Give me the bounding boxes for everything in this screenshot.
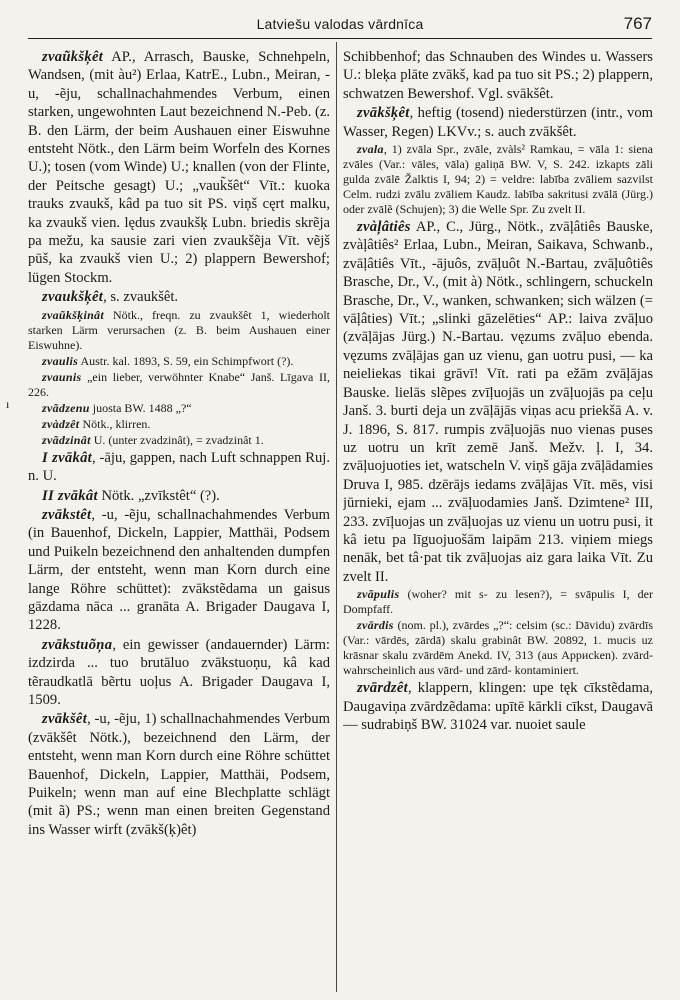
- entry-definition: Nötk., freqn. zu zvaukšêt 1, wiederholt starken Lärm verursachen (z. B. beim Aushauen einer Eiswuhne).: [28, 307, 330, 352]
- entry-headword: zvala: [357, 142, 384, 157]
- left-column: [28, 48, 330, 992]
- entry-definition: , heftig (tosend) niederstürzen (intr., vom Wasser, Regen) LKVv.; s. auch zvākšêt.: [343, 105, 653, 140]
- dictionary-entry: [28, 308, 330, 353]
- entry-definition: AP., C., Jürg., Nötk., zvāļâtiês Bauske, zvàļâtiês² Erlaa, Lubn., Meiran, Saikava, Schwanb., zvāļâtiês Vīt., -ājuôs, zvāļuôt N.-Bartau, zvāļuôtiês Brasche, Dr., V., (mit à) Nötk., schlingern, schuckeln Brasche, Dr., V., wanken, schwanken; sich wälzen (= vāļâties) Vīt.; „slinki gāzelēties“ AP.: laiva zvāļuo (zvāļājas Jürg.) N.-Bartau. vęzums zvāļuo ebenda. vęzums zvāļājas gan uz vienu, gan uotru pusi, — ka neieliekas tikai grāvī! Vīt. rati pa ežām zvāļājas Bauske. lielās slẽpes zvīļuojās un zvāļuojās pa ceļu Janš. 3. burti deja un zvāļājās viņas acu priekšā A. v. J. 1896, S. 817. rumpis zvāļuojās nuo vienas puses uz uotru un krīt zemē Janš. Mežv. ļ. I, 34. zvāļuojuoties iet, watscheln V. viņš gāja zvāļādamies Druva I, 985. dzērājs iedams zvāļājas Vīt. mēs, visi jūrnieki, ejam ... zvāļuodamies Janš. Dzimtene² III, 233. zvīļuojas un zvāļuojas uz vienu un uotru pusi, it kâ ietu pa līguojuošām laipām 213. viņiem miegs nenāk, bet tâ·pat tik zvāļuojas aiz gara laika Vīt. Zu zvelt II.: [343, 219, 653, 585]
- dictionary-entry: [28, 370, 330, 400]
- running-title: Latviešu valodas vārdnīca: [256, 16, 424, 32]
- entry-definition: (woher? mit s- zu lesen?), = svāpulis I, der Dompfaff.: [343, 587, 653, 617]
- entry-definition: U. (unter zvadzinât), = zvadzinât 1.: [90, 432, 264, 447]
- entry-definition: , -u, -ẽju, 1) schallnachahmendes Verbum (zvākšêt Nötk.), bezeichnend den Lärm, der entsteht, wenn man Korn durch eine Röhre schüttet Bauenhof, Dickeln, Lappier, Matthäi, Podsem, Puikeln; wenn man auf eine Blechplatte schlägt (mit ã) PS.; wenn man einen breiten Gegenstand ins Wasser wirft (zvākš(ķ)êt): [28, 711, 330, 838]
- dictionary-entry: [28, 636, 330, 710]
- dictionary-entry: [28, 401, 330, 416]
- dictionary-entry: [28, 449, 330, 486]
- margin-mark: ı: [6, 397, 10, 411]
- dictionary-entry: [343, 218, 653, 586]
- entry-headword: zvākstêt: [42, 506, 92, 523]
- entry-definition: , ein gewisser (andauernder) Lärm: izdzirda ... tuo brutāluo zvākstuoņu, kâ kad tẽraudkatlā bẽrtu uoļus A. Brigader Daugava I, 1509.: [28, 636, 330, 708]
- page-number: 767: [623, 14, 652, 33]
- entry-headword: zvaulis: [42, 353, 79, 368]
- entry-definition: Austr. kal. 1893, S. 59, ein Schimpfwort (?).: [78, 353, 294, 368]
- entry-headword: zvaũkšķinât: [42, 307, 104, 322]
- dictionary-entry: [343, 104, 653, 141]
- dictionary-entry: [343, 142, 653, 217]
- entry-definition: AP., Arrasch, Bauske, Schnehpeln, Wandsen, (mit àu²) Erlaa, KatrE., Lubn., Meiran, -u, -ẽju, schallnachahmendes Verbum, einen starken, ungewohnten Laut bezeichnend N.-Peb. (z. B. den Lärm, der beim Aushauen einer Eiswuhne entsteht Nötk., den Lärm beim Worfeln des Kornes U.); tosen (vom Winde) U.; knallen (von der Flinte, der Peitsche gesagt) U.; „vauk̃šêt“ Vīt.: kuoka trauks zvaukš, kâd pa tuo sit PS. viņš cęrt malku, ka zvaukš vien. lędus zvaukšķ Lubn. briedis skrẽja pa mežu, ka sausie zari vien zvaukšẽja Vīt. vẽjš pūš, ka zvaukš vien U.; 2) plappern Bewershof; lügen Stockm.: [28, 49, 330, 286]
- dictionary-entry: [28, 48, 330, 287]
- dictionary-entry: [28, 506, 330, 635]
- dictionary-entry: [28, 354, 330, 369]
- right-column: [343, 48, 653, 992]
- entry-definition: , -āju, gappen, nach Luft schnappen Ruj. n. U.: [28, 449, 330, 485]
- entry-headword: zvārdzêt: [357, 680, 409, 697]
- entry-definition: Schibbenhof; das Schnauben des Windes u. Wassers U.: bleķa plāte zvākš, kad pa tuo sit PS.; 2) plappern, schwatzen Bewershof. Vgl. svākšêt.: [343, 49, 653, 102]
- entry-headword: zvārdis: [357, 618, 394, 633]
- entry-definition: juosta BW. 1488 „?“: [89, 400, 192, 415]
- entry-headword: zvãdzenu: [42, 400, 90, 415]
- dictionary-entry: [28, 288, 330, 306]
- entry-definition: , s. zvaukšêt.: [103, 289, 179, 306]
- dictionary-entry: [343, 618, 653, 678]
- dictionary-entry: [343, 587, 653, 617]
- entry-definition: „ein lieber, verwöhnter Knabe“ Janš. Līgava II, 226.: [28, 369, 330, 399]
- entry-definition: (nom. pl.), zvārdes „?“: celsim (sc.: Dāvidu) zvārdīs (Var.: vārdēs, zārdā) skalu grabinât BW. 20892, 1. mucis uz krāsnar skalu zvārdēm Anekd. IV, 313 (aus Apриcken). zvārd- wahrscheinlich aus vārd- und zārd- kontaminiert.: [343, 618, 653, 678]
- entry-headword: zvākšķêt: [357, 105, 410, 122]
- page-header: [28, 14, 652, 39]
- entry-headword: zvãpulis: [357, 587, 400, 602]
- entry-headword: zvàļâtiês: [357, 219, 411, 236]
- entry-definition: , klappern, klingen: upe tęk cīkstẽdama, Daugaviņa zvārdzẽdama: upītē kārkli cīkst, Daugavā — sudrabiņš BW. 31024 var. nuoiet saule: [343, 680, 653, 733]
- entry-headword: zvākstuõņa: [42, 636, 113, 653]
- entry-headword: zvaukšķêt: [42, 289, 104, 306]
- entry-definition: , 1) zvāla Spr., zvāle, zvàls² Ramkau, = vāla 1: siena zvāles (Var.: vāles, vāla) galiņā BW. V, S. 242. izkapts zāli gulda zvālē Žalktis I, 94; 2) = veldre: labība zvāliem sazvilst Celm. rudzi zvālu zvāliem Kaudz. labība sakritusi zvālā (Jürg.) oder zvālẽ (Schujen); 3) die Welle Spr. Zu zvelt II.: [343, 142, 653, 217]
- entry-headword: zvaunis: [42, 369, 82, 384]
- entry-definition: , -u, -ẽju, schallnachahmendes Verbum (in Bauenhof, Dickeln, Lappier, Matthäi, Podsem und Puikeln bezeichnend den anhaltenden dumpfen Lärm, der entsteht, wenn man Korn durch eine lange Röhre schüttet): zvākstẽdama un gaisus gāzdama nāca ... granāta A. Brigader Daugava I, 1228.: [28, 506, 330, 634]
- column-divider: [336, 42, 337, 992]
- dictionary-entry: [28, 433, 330, 448]
- entry-definition: Nötk. „zvīkstêt“ (?).: [97, 487, 220, 504]
- entry-headword: I zvākât: [42, 449, 93, 466]
- dictionary-entry: [28, 710, 330, 839]
- entry-headword: zvãdzinât: [42, 432, 91, 447]
- dictionary-entry: [343, 48, 653, 103]
- entry-definition: Nötk., klirren.: [79, 416, 151, 431]
- entry-headword: zvaũkšķêt: [42, 49, 104, 65]
- entry-headword: zvākšêt: [42, 711, 88, 728]
- dictionary-entry: [28, 417, 330, 432]
- entry-headword: II zvākât: [42, 487, 98, 504]
- dictionary-entry: [343, 679, 653, 734]
- entry-headword: zvàdzêt: [42, 416, 80, 431]
- dictionary-entry: [28, 487, 330, 505]
